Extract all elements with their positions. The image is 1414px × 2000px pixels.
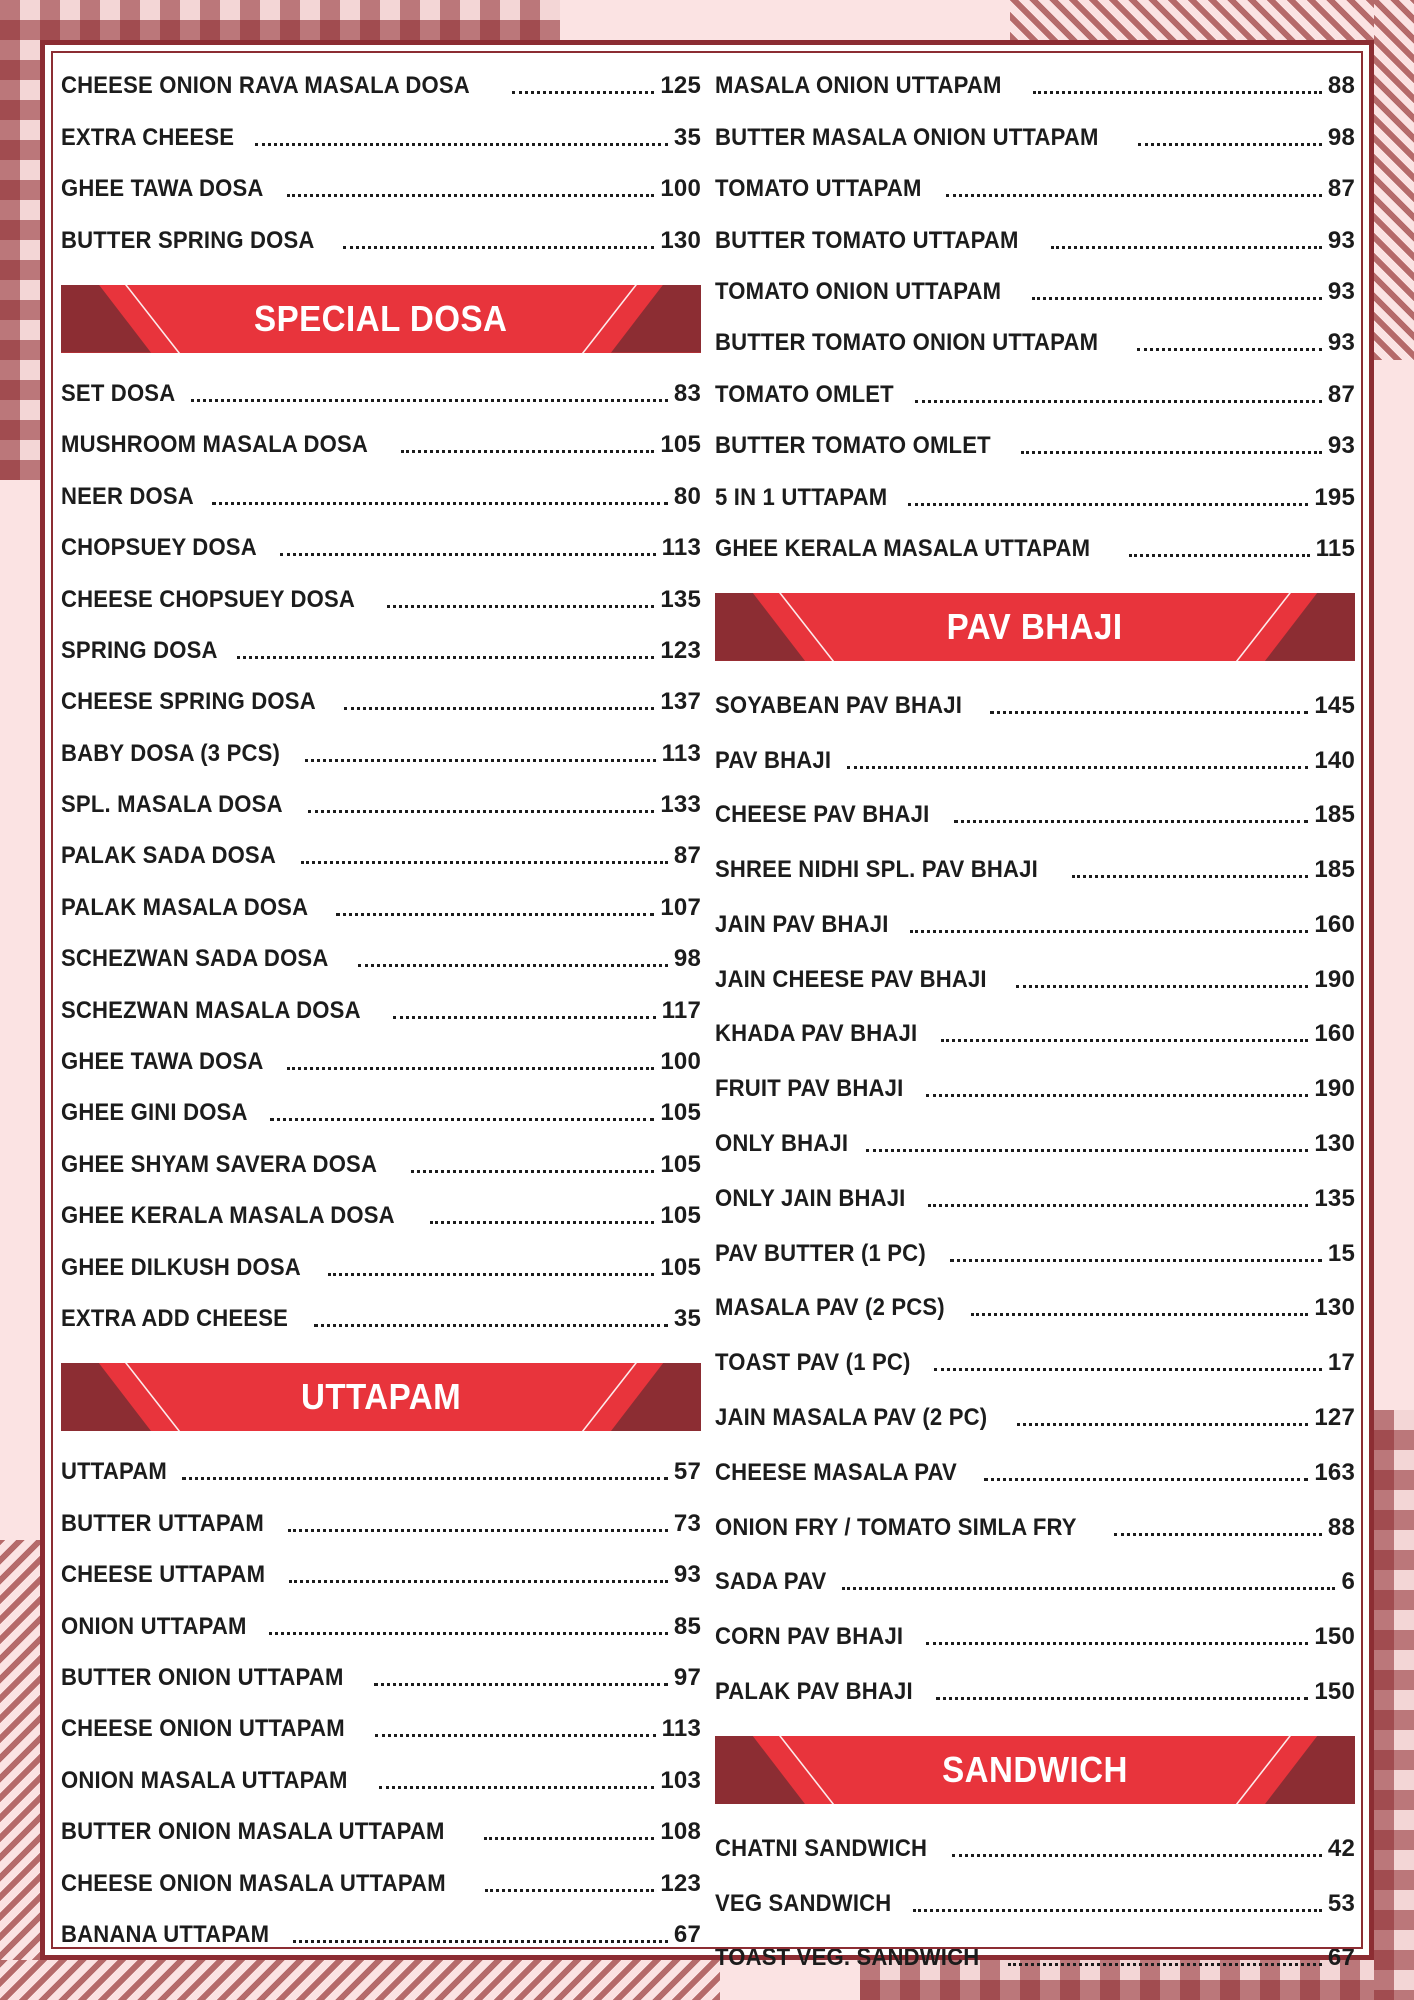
dot-leader (393, 1016, 656, 1019)
item-list (61, 1445, 701, 1959)
item-price: 88 (1327, 72, 1355, 100)
menu-item (715, 1818, 1355, 1873)
dot-leader (287, 194, 654, 197)
item-name: ONION UTTAPAM (61, 1612, 247, 1640)
dot-leader (182, 1477, 668, 1480)
item-price: 113 (661, 1715, 701, 1743)
item-name: SPRING DOSA (61, 636, 218, 664)
dot-leader (928, 1204, 1308, 1207)
item-name: CHEESE SPRING DOSA (61, 688, 316, 716)
section-banner-sandwich (715, 1736, 1355, 1804)
gingham-pattern-right-lower-edge (1374, 1410, 1414, 2000)
menu-item (715, 785, 1355, 840)
section-title: UTTAPAM (300, 1375, 462, 1417)
menu-item (715, 1928, 1355, 1983)
dot-leader (984, 1478, 1308, 1481)
item-price: 80 (673, 482, 701, 510)
item-name: BUTTER TOMATO ONION UTTAPAM (715, 329, 1099, 357)
item-price: 140 (1314, 746, 1355, 774)
item-name: SHREE NIDHI SPL. PAV BHAJI (715, 856, 1038, 884)
item-list (61, 367, 701, 1343)
dot-leader (1033, 91, 1322, 94)
menu-item (715, 1332, 1355, 1387)
item-name: TOMATO OMLET (715, 380, 894, 408)
menu-item (61, 418, 701, 469)
menu-item (715, 1442, 1355, 1497)
item-name: BUTTER ONION MASALA UTTAPAM (61, 1818, 445, 1846)
item-name: SADA PAV (715, 1568, 827, 1596)
item-name: PALAK SADA DOSA (61, 842, 276, 870)
item-name: ONLY JAIN BHAJI (715, 1184, 906, 1212)
item-price: 93 (1327, 432, 1355, 460)
item-price: 150 (1314, 1678, 1355, 1706)
menu-item (61, 932, 701, 983)
item-name: CHEESE ONION UTTAPAM (61, 1715, 345, 1743)
item-name: NEER DOSA (61, 482, 194, 510)
item-price: 87 (673, 842, 701, 870)
dot-leader (314, 1324, 668, 1327)
dot-leader (212, 502, 668, 505)
item-name: BUTTER TOMATO UTTAPAM (715, 226, 1019, 254)
item-price: 6 (1341, 1568, 1355, 1596)
dot-leader (908, 503, 1308, 506)
item-price: 145 (1314, 691, 1355, 719)
item-price: 107 (660, 893, 701, 921)
item-price: 103 (660, 1766, 701, 1794)
menu-item (61, 367, 701, 418)
item-price: 93 (1327, 277, 1355, 305)
menu-item (715, 110, 1355, 161)
menu-item (61, 778, 701, 829)
item-price: 113 (661, 534, 701, 562)
item-price: 53 (1327, 1889, 1355, 1917)
item-name: MASALA PAV (2 PCS) (715, 1294, 945, 1322)
item-price: 160 (1314, 910, 1355, 938)
menu-item (715, 1661, 1355, 1716)
menu-card (40, 40, 1374, 1972)
item-price: 135 (1314, 1184, 1355, 1212)
item-name: VEG SANDWICH (715, 1889, 892, 1917)
item-name: CORN PAV BHAJI (715, 1623, 904, 1651)
section-banner-special-dosa (61, 285, 701, 353)
menu-item (715, 1606, 1355, 1661)
dot-leader (946, 194, 1322, 197)
dot-leader (255, 143, 668, 146)
item-price: 57 (673, 1458, 701, 1486)
menu-item (61, 1753, 701, 1804)
item-name: GHEE TAWA DOSA (61, 175, 264, 203)
item-price: 98 (673, 945, 701, 973)
item-price: 163 (1314, 1458, 1355, 1486)
item-price: 127 (1314, 1404, 1355, 1432)
item-name: BABY DOSA (3 PCS) (61, 739, 281, 767)
menu-item (715, 730, 1355, 785)
dot-leader (344, 707, 654, 710)
item-price: 35 (673, 123, 701, 151)
menu-item (61, 1702, 701, 1753)
item-name: TOAST VEG. SANDWICH (715, 1944, 980, 1972)
menu-item (715, 894, 1355, 949)
menu-item (715, 470, 1355, 521)
item-price: 105 (660, 1202, 701, 1230)
menu-item (61, 1137, 701, 1188)
menu-item (715, 59, 1355, 110)
dot-leader (287, 1067, 654, 1070)
menu-item (61, 1240, 701, 1291)
item-name: BUTTER TOMATO OMLET (715, 432, 991, 460)
item-name: BUTTER ONION UTTAPAM (61, 1663, 344, 1691)
menu-item (715, 419, 1355, 470)
dot-leader (379, 1786, 655, 1789)
menu-item (61, 162, 701, 213)
menu-item (61, 1292, 701, 1343)
item-price: 130 (1314, 1294, 1355, 1322)
item-price: 85 (673, 1612, 701, 1640)
item-price: 17 (1327, 1349, 1355, 1377)
dot-leader (430, 1221, 655, 1224)
dot-leader (866, 1149, 1309, 1152)
dot-leader (1021, 451, 1322, 454)
dot-leader (1129, 554, 1310, 557)
dot-leader (926, 1094, 1309, 1097)
item-price: 133 (660, 791, 701, 819)
item-name: GHEE SHYAM SAVERA DOSA (61, 1150, 378, 1178)
menu-item (715, 1223, 1355, 1278)
item-price: 98 (1327, 123, 1355, 151)
dot-leader (288, 1529, 668, 1532)
item-price: 117 (661, 996, 701, 1024)
menu-item (715, 213, 1355, 264)
item-name: CHOPSUEY DOSA (61, 534, 257, 562)
item-name: SPL. MASALA DOSA (61, 791, 283, 819)
item-name: JAIN MASALA PAV (2 PC) (715, 1404, 988, 1432)
dot-leader (401, 450, 655, 453)
item-name: EXTRA ADD CHEESE (61, 1304, 289, 1332)
item-name: CHATNI SANDWICH (715, 1834, 928, 1862)
menu-item (61, 880, 701, 931)
item-price: 100 (660, 1048, 701, 1076)
section-title: SPECIAL DOSA (254, 297, 508, 339)
menu-item (61, 1035, 701, 1086)
item-price: 42 (1327, 1834, 1355, 1862)
dot-leader (301, 861, 668, 864)
menu-item (715, 1058, 1355, 1113)
gingham-pattern-left-edge (0, 0, 40, 480)
item-name: TOAST PAV (1 PC) (715, 1349, 911, 1377)
dot-leader (1114, 1533, 1322, 1536)
dot-leader (954, 820, 1308, 823)
item-name: UTTAPAM (61, 1458, 167, 1486)
menu-item (715, 162, 1355, 213)
item-price: 135 (660, 585, 701, 613)
dot-leader (289, 1580, 668, 1583)
dot-leader (387, 605, 655, 608)
item-price: 87 (1327, 175, 1355, 203)
item-price: 93 (1327, 329, 1355, 357)
menu-item (61, 213, 701, 264)
menu-item (61, 1908, 701, 1959)
item-price: 123 (660, 1869, 701, 1897)
menu-item (715, 522, 1355, 573)
item-name: MUSHROOM MASALA DOSA (61, 431, 369, 459)
item-name: SOYABEAN PAV BHAJI (715, 691, 963, 719)
dot-leader (847, 766, 1308, 769)
dot-leader (237, 656, 654, 659)
item-price: 113 (661, 739, 701, 767)
item-price: 88 (1327, 1513, 1355, 1541)
item-list (715, 1818, 1355, 1982)
dot-leader (1008, 1963, 1322, 1966)
item-name: BUTTER SPRING DOSA (61, 226, 315, 254)
menu-item (715, 367, 1355, 418)
dot-leader (1138, 143, 1322, 146)
item-price: 130 (1314, 1130, 1355, 1158)
menu-item (61, 726, 701, 777)
menu-item (61, 1496, 701, 1547)
menu-item (61, 1856, 701, 1907)
dot-leader (328, 1273, 655, 1276)
section-banner-uttapam (61, 1363, 701, 1431)
item-list (715, 675, 1355, 1716)
item-name: GHEE TAWA DOSA (61, 1048, 264, 1076)
menu-item (715, 316, 1355, 367)
dot-leader (305, 759, 656, 762)
menu-item (715, 1278, 1355, 1333)
menu-item (715, 1552, 1355, 1607)
menu-item (61, 110, 701, 161)
item-price: 67 (1327, 1944, 1355, 1972)
dot-leader (191, 399, 668, 402)
dot-leader (374, 1683, 668, 1686)
item-name: PAV BHAJI (715, 746, 832, 774)
menu-column-right (715, 59, 1355, 1982)
menu-item (715, 1113, 1355, 1168)
item-name: MASALA ONION UTTAPAM (715, 72, 1002, 100)
item-price: 137 (660, 688, 701, 716)
item-name: ONLY BHAJI (715, 1130, 849, 1158)
item-price: 105 (660, 1099, 701, 1127)
dot-leader (411, 1170, 655, 1173)
item-price: 105 (660, 431, 701, 459)
item-name: ONION FRY / TOMATO SIMLA FRY (715, 1513, 1077, 1541)
dot-leader (293, 1940, 668, 1943)
menu-item (61, 829, 701, 880)
item-name: GHEE KERALA MASALA DOSA (61, 1202, 395, 1230)
dot-leader (934, 1368, 1322, 1371)
menu-item (715, 1873, 1355, 1928)
dot-leader (915, 400, 1322, 403)
menu-item (61, 1805, 701, 1856)
menu-item (715, 1497, 1355, 1552)
dot-leader (269, 1632, 668, 1635)
item-price: 190 (1314, 965, 1355, 993)
menu-item (61, 624, 701, 675)
item-name: BUTTER MASALA ONION UTTAPAM (715, 123, 1099, 151)
item-name: TOMATO ONION UTTAPAM (715, 277, 1002, 305)
item-name: SCHEZWAN MASALA DOSA (61, 996, 361, 1024)
menu-item (61, 1189, 701, 1240)
item-name: FRUIT PAV BHAJI (715, 1075, 904, 1103)
dot-leader (308, 810, 654, 813)
menu-item (61, 469, 701, 520)
item-name: CHEESE ONION MASALA UTTAPAM (61, 1869, 446, 1897)
dot-leader (842, 1587, 1335, 1590)
item-price: 130 (660, 226, 701, 254)
item-price: 15 (1327, 1239, 1355, 1267)
dot-leader (941, 1039, 1308, 1042)
item-price: 35 (673, 1304, 701, 1332)
item-price: 105 (660, 1150, 701, 1178)
item-price: 87 (1327, 380, 1355, 408)
item-price: 185 (1314, 856, 1355, 884)
item-list (61, 59, 701, 265)
menu-item (715, 1168, 1355, 1223)
menu-item (715, 675, 1355, 730)
item-name: BANANA UTTAPAM (61, 1920, 270, 1948)
stripe-pattern-bottom-left (0, 1540, 40, 2000)
item-name: 5 IN 1 UTTAPAM (715, 483, 888, 511)
dot-leader (375, 1734, 655, 1737)
dot-leader (336, 913, 655, 916)
item-list (715, 59, 1355, 573)
dot-leader (990, 711, 1309, 714)
item-price: 115 (1315, 534, 1355, 562)
dot-leader (936, 1697, 1308, 1700)
dot-leader (1051, 246, 1322, 249)
menu-item (61, 572, 701, 623)
item-name: CHEESE ONION RAVA MASALA DOSA (61, 72, 470, 100)
item-name: SCHEZWAN SADA DOSA (61, 945, 329, 973)
item-name: BUTTER UTTAPAM (61, 1509, 264, 1537)
item-name: SET DOSA (61, 379, 176, 407)
dot-leader (343, 246, 655, 249)
item-name: PALAK PAV BHAJI (715, 1678, 913, 1706)
dot-leader (484, 1837, 654, 1840)
menu-item (715, 1004, 1355, 1059)
section-title: PAV BHAJI (947, 605, 1123, 647)
item-price: 150 (1314, 1623, 1355, 1651)
menu-item (61, 1445, 701, 1496)
dot-leader (358, 964, 668, 967)
item-name: CHEESE CHOPSUEY DOSA (61, 585, 356, 613)
item-price: 108 (660, 1818, 701, 1846)
menu-item (61, 521, 701, 572)
dot-leader (1032, 297, 1322, 300)
stripe-pattern-bottom-edge (0, 1960, 720, 2000)
menu-item (61, 1548, 701, 1599)
item-price: 195 (1314, 483, 1355, 511)
menu-item (61, 1086, 701, 1137)
item-price: 93 (673, 1561, 701, 1589)
item-name: CHEESE MASALA PAV (715, 1458, 957, 1486)
menu-item (61, 983, 701, 1034)
item-price: 125 (660, 72, 701, 100)
item-price: 93 (1327, 226, 1355, 254)
menu-item (61, 1599, 701, 1650)
menu-item (715, 1387, 1355, 1442)
item-name: CHEESE UTTAPAM (61, 1561, 266, 1589)
dot-leader (1016, 985, 1308, 988)
stripe-pattern-right-edge (1374, 0, 1414, 360)
stripe-pattern-top-right (1010, 0, 1414, 40)
item-price: 185 (1314, 801, 1355, 829)
dot-leader (971, 1313, 1309, 1316)
section-title: SANDWICH (942, 1749, 1128, 1791)
dot-leader (270, 1118, 655, 1121)
item-name: GHEE GINI DOSA (61, 1099, 248, 1127)
item-name: ONION MASALA UTTAPAM (61, 1766, 348, 1794)
dot-leader (913, 1909, 1322, 1912)
section-banner-pav-bhaji (715, 593, 1355, 661)
item-price: 105 (660, 1253, 701, 1281)
dot-leader (950, 1259, 1322, 1262)
dot-leader (512, 91, 655, 94)
menu-item (61, 675, 701, 726)
item-name: KHADA PAV BHAJI (715, 1020, 918, 1048)
item-price: 160 (1314, 1020, 1355, 1048)
dot-leader (1137, 348, 1321, 351)
item-name: JAIN CHEESE PAV BHAJI (715, 965, 987, 993)
menu-item (61, 59, 701, 110)
item-name: PAV BUTTER (1 PC) (715, 1239, 926, 1267)
dot-leader (485, 1889, 654, 1892)
item-price: 190 (1314, 1075, 1355, 1103)
menu-item (715, 839, 1355, 894)
dot-leader (952, 1854, 1322, 1857)
item-name: GHEE DILKUSH DOSA (61, 1253, 301, 1281)
dot-leader (1072, 875, 1308, 878)
item-price: 73 (673, 1509, 701, 1537)
menu-item (61, 1651, 701, 1702)
item-price: 97 (673, 1663, 701, 1691)
item-name: CHEESE PAV BHAJI (715, 801, 930, 829)
item-price: 67 (673, 1920, 701, 1948)
item-name: JAIN PAV BHAJI (715, 910, 889, 938)
menu-column-left (61, 59, 701, 1959)
item-name: TOMATO UTTAPAM (715, 175, 922, 203)
item-price: 83 (673, 379, 701, 407)
menu-item (715, 949, 1355, 1004)
item-name: GHEE KERALA MASALA UTTAPAM (715, 534, 1091, 562)
item-name: EXTRA CHEESE (61, 123, 235, 151)
dot-leader (926, 1642, 1309, 1645)
item-name: PALAK MASALA DOSA (61, 893, 309, 921)
dot-leader (910, 930, 1309, 933)
gingham-pattern-top-left (0, 0, 560, 40)
item-price: 100 (660, 175, 701, 203)
menu-item (715, 265, 1355, 316)
dot-leader (280, 553, 656, 556)
item-price: 123 (660, 636, 701, 664)
dot-leader (1017, 1423, 1308, 1426)
